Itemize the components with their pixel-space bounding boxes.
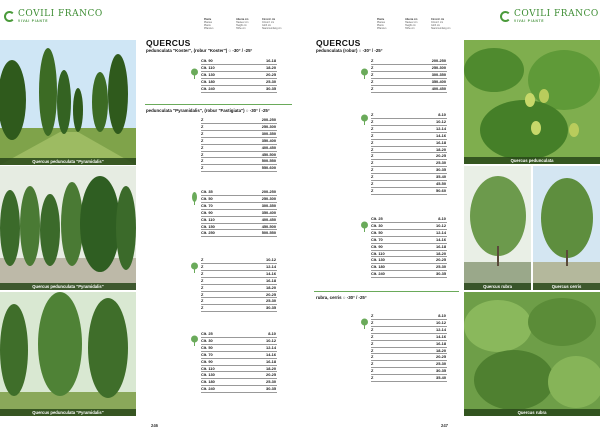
size-value: 200-250	[431, 58, 446, 63]
size-code: Clt. 90	[371, 243, 383, 249]
size-value: 400-450	[261, 216, 276, 222]
size-code: Z	[371, 146, 374, 152]
size-value: 20-25	[266, 372, 276, 378]
size-code: Clt. 130	[201, 71, 215, 77]
header-col-plants: Piante Plantes Plants Pflanzen	[204, 18, 214, 31]
size-value: 30-35	[436, 271, 446, 277]
price-table	[371, 216, 447, 278]
size-code: Z	[371, 361, 374, 367]
tree-form-icon	[190, 66, 199, 77]
table-row	[201, 189, 277, 196]
table-row	[201, 338, 277, 345]
size-code: Z	[371, 85, 374, 91]
size-value: 400-450	[261, 144, 276, 150]
table-row	[201, 345, 277, 352]
size-value: 500-550	[261, 158, 276, 164]
size-code: Z	[201, 277, 204, 283]
size-code: Z	[371, 153, 374, 159]
table-row	[201, 285, 277, 292]
price-table	[371, 58, 447, 93]
size-value: 14-16	[436, 333, 446, 339]
size-code: Z	[371, 174, 374, 180]
tree-form-icon	[360, 112, 369, 123]
size-code: Clt. 70	[371, 236, 383, 242]
size-value: 30-35	[266, 386, 276, 392]
size-value: 350-400	[261, 137, 276, 143]
tree-row-image	[0, 40, 136, 165]
photo-pyramidalis-single	[0, 292, 136, 416]
table-row	[371, 251, 447, 258]
size-code: Clt. 70	[201, 202, 213, 208]
hardiness-icon: ○	[245, 108, 249, 113]
tree-single-image	[0, 292, 136, 416]
size-value: 8-10	[438, 216, 446, 221]
size-code: Z	[371, 112, 374, 117]
table-row	[201, 305, 277, 312]
size-value: 14-16	[436, 132, 446, 138]
size-value: 25-30	[436, 160, 446, 166]
table-row	[201, 79, 277, 86]
table-row	[201, 230, 277, 237]
table-row	[371, 86, 447, 93]
table-row	[201, 271, 277, 278]
size-code: Clt. 240	[201, 386, 215, 392]
size-code: Z	[201, 257, 204, 262]
table-row	[371, 354, 447, 361]
size-value: 12-14	[266, 344, 276, 350]
table-row	[201, 379, 277, 386]
table-row	[371, 126, 447, 133]
table-row	[201, 117, 277, 124]
size-code: Clt. 50	[201, 195, 213, 201]
acorns-image	[464, 40, 600, 164]
table-row	[201, 278, 277, 285]
brand-logo-left	[4, 10, 103, 23]
brand-name: COVILI FRANCO	[514, 9, 599, 19]
size-value: 200-250	[261, 189, 276, 194]
table-row	[371, 72, 447, 79]
table-row	[371, 58, 447, 65]
size-value: 450-500	[261, 223, 276, 229]
size-code: Z	[371, 125, 374, 131]
header-col-height: Altezza cm Hauteur cm Height cm Höhe cm	[236, 18, 249, 31]
table-row	[371, 223, 447, 230]
size-code: Z	[371, 78, 374, 84]
table-row	[371, 257, 447, 264]
size-value: 300-350	[261, 130, 276, 136]
photo-pyramidalis-row	[0, 40, 136, 165]
price-table	[371, 112, 447, 195]
tree-hedge-image	[0, 166, 136, 290]
table-row	[201, 138, 277, 145]
page-number: 246	[151, 423, 158, 428]
size-code: Clt. 30	[201, 337, 213, 343]
size-code: Z	[371, 340, 374, 346]
size-value: 35-40	[436, 375, 446, 381]
size-value: 250-300	[261, 195, 276, 201]
variety-name: pedunculata (robur) ○ -30° / -25°	[316, 48, 383, 53]
size-value: 14-16	[266, 351, 276, 357]
table-row	[371, 334, 447, 341]
table-row	[201, 124, 277, 131]
table-row	[201, 359, 277, 366]
size-value: 30-35	[266, 85, 276, 91]
size-value: 20-25	[436, 153, 446, 159]
table-row	[371, 181, 447, 188]
size-code: Z	[201, 151, 204, 157]
price-table	[201, 331, 277, 393]
genus-title: QUERCUS	[146, 38, 191, 48]
size-code: Z	[371, 326, 374, 332]
size-code: Clt. 240	[201, 85, 215, 91]
size-code: Clt. 110	[371, 250, 385, 256]
size-code: Clt. 110	[201, 365, 215, 371]
size-value: 300-350	[431, 71, 446, 77]
size-code: Clt. 150	[201, 223, 215, 229]
size-value: 18-20	[436, 146, 446, 152]
table-row	[201, 298, 277, 305]
size-value: 18-20	[266, 64, 276, 70]
tree-form-icon	[190, 333, 199, 344]
size-code: Z	[371, 167, 374, 173]
table-row	[371, 79, 447, 86]
size-code: Z	[201, 298, 204, 304]
table-row	[201, 86, 277, 93]
size-code: Clt. 130	[371, 257, 385, 263]
size-value: 25-30	[266, 78, 276, 84]
table-row	[371, 147, 447, 154]
table-row	[201, 196, 277, 203]
table-row	[371, 167, 447, 174]
size-value: 20-25	[436, 354, 446, 360]
size-value: 550-600	[261, 165, 276, 171]
size-code: Clt. 250	[201, 230, 215, 236]
size-code: Clt. 110	[201, 216, 215, 222]
size-code: Clt. 240	[371, 271, 385, 277]
table-row	[371, 112, 447, 119]
size-value: 450-500	[261, 151, 276, 157]
size-value: 12-14	[266, 263, 276, 269]
photo-caption: Quercus pedunculata	[464, 157, 600, 164]
size-value: 500-550	[261, 230, 276, 236]
size-code: Z	[371, 64, 374, 70]
size-code: Z	[371, 375, 374, 381]
size-code: Clt. 110	[201, 64, 215, 70]
table-row	[201, 158, 277, 165]
price-table	[371, 313, 447, 382]
table-row	[371, 313, 447, 320]
table-row	[201, 217, 277, 224]
size-value: 50-60	[436, 187, 446, 193]
section-divider	[145, 104, 292, 105]
size-value: 30-35	[436, 167, 446, 173]
size-value: 400-450	[431, 85, 446, 91]
logo-swirl-icon	[4, 11, 15, 22]
brand-logo-right	[500, 10, 599, 23]
size-value: 10-12	[436, 222, 446, 228]
table-row	[201, 65, 277, 72]
header-col-height: Altezza cm Hauteur cm Height cm Höhe cm	[405, 18, 418, 31]
size-code: Z	[201, 263, 204, 269]
size-value: 12-14	[436, 125, 446, 131]
table-row	[371, 348, 447, 355]
page-number: 247	[441, 423, 448, 428]
genus-title: QUERCUS	[316, 38, 361, 48]
size-value: 20-25	[266, 291, 276, 297]
hardiness-icon: ○	[358, 48, 362, 53]
size-value: 250-300	[261, 123, 276, 129]
photo-pyramidalis-hedge	[0, 166, 136, 290]
size-value: 300-350	[261, 202, 276, 208]
size-code: Z	[201, 270, 204, 276]
size-value: 25-30	[266, 379, 276, 385]
size-code: Z	[371, 187, 374, 193]
table-row	[371, 153, 447, 160]
table-row	[371, 327, 447, 334]
table-row	[371, 230, 447, 237]
size-value: 16-18	[266, 277, 276, 283]
size-code: Z	[201, 158, 204, 164]
variety-name: pedunculata "Pyramidalis", (robur "Fastigiata") ○ -30° / -25°	[146, 108, 270, 113]
size-code: Z	[201, 305, 204, 311]
rubra-tree-image	[464, 166, 531, 290]
size-value: 10-12	[436, 118, 446, 124]
size-value: 18-20	[436, 347, 446, 353]
size-value: 16-18	[436, 243, 446, 249]
size-value: 10-12	[266, 257, 276, 262]
size-value: 8-10	[438, 313, 446, 318]
photo-pedunculata-acorns	[464, 40, 600, 164]
size-code: Clt. 90	[201, 358, 213, 364]
header-col-plants: Piante Plantes Plants Pflanzen	[377, 18, 387, 31]
size-value: 18-20	[436, 250, 446, 256]
size-value: 350-400	[261, 209, 276, 215]
logo-swirl-icon	[500, 11, 511, 22]
size-value: 10-12	[266, 337, 276, 343]
size-code: Z	[201, 137, 204, 143]
table-row	[201, 292, 277, 299]
size-value: 14-16	[436, 236, 446, 242]
price-table	[201, 117, 277, 172]
table-row	[371, 361, 447, 368]
size-value: 25-30	[436, 264, 446, 270]
size-code: Z	[371, 71, 374, 77]
table-row	[371, 133, 447, 140]
size-value: 18-20	[266, 365, 276, 371]
table-row	[371, 188, 447, 195]
size-code: Z	[371, 368, 374, 374]
table-row	[201, 72, 277, 79]
table-row	[371, 375, 447, 382]
size-code: Z	[371, 181, 374, 187]
table-row	[201, 352, 277, 359]
photo-caption: Quercus rubra	[464, 283, 531, 290]
photo-rubra-leaves	[464, 292, 600, 416]
size-code: Z	[371, 132, 374, 138]
size-code: Z	[201, 291, 204, 297]
size-value: 8-10	[438, 112, 446, 117]
table-row	[201, 131, 277, 138]
size-code: Clt. 180	[371, 264, 385, 270]
size-code: Clt. 70	[201, 351, 213, 357]
table-row	[201, 224, 277, 231]
table-row	[371, 65, 447, 72]
size-code: Clt. 90	[201, 58, 213, 63]
size-value: 14-16	[266, 270, 276, 276]
photo-caption: Quercus pedunculata "Pyramidalis"	[0, 283, 136, 290]
photo-caption: Quercus cerris	[533, 283, 600, 290]
size-code: Clt. 25	[371, 216, 383, 221]
tree-form-icon	[190, 260, 199, 271]
size-code: Z	[371, 333, 374, 339]
size-value: 250-300	[431, 64, 446, 70]
columnar-tree-icon	[190, 192, 199, 203]
size-code: Z	[201, 117, 204, 122]
size-value: 18-20	[266, 284, 276, 290]
table-row	[201, 386, 277, 393]
variety-name: rubra, cerris ○ -30° / -25°	[316, 295, 367, 300]
variety-name: pedunculata "Koster", (robur "Koster") ○ -30° / -25°	[146, 48, 253, 53]
size-code: Z	[371, 58, 374, 63]
table-row	[371, 320, 447, 327]
photo-caption: Quercus rubra	[464, 409, 600, 416]
size-code: Clt. 35	[201, 189, 213, 194]
table-row	[371, 368, 447, 375]
price-table	[201, 58, 277, 93]
size-value: 30-35	[436, 368, 446, 374]
header-col-girth: Circonf. cm Circonf. cm Girth cm Stammumfang cm	[431, 18, 451, 31]
size-value: 12-14	[436, 229, 446, 235]
table-row	[371, 160, 447, 167]
table-row	[201, 152, 277, 159]
table-row	[371, 174, 447, 181]
size-value: 20-25	[266, 71, 276, 77]
size-value: 16-18	[266, 358, 276, 364]
size-code: Z	[371, 319, 374, 325]
table-row	[371, 140, 447, 147]
size-code: Clt. 130	[201, 372, 215, 378]
photo-cerris	[533, 166, 600, 290]
tree-form-icon	[360, 219, 369, 230]
size-value: 35-40	[436, 174, 446, 180]
size-value: 16-18	[436, 139, 446, 145]
size-code: Clt. 180	[201, 78, 215, 84]
rubra-leaves-image	[464, 292, 600, 416]
size-code: Clt. 90	[201, 209, 213, 215]
size-value: 25-30	[266, 298, 276, 304]
size-code: Z	[201, 144, 204, 150]
cerris-tree-image	[533, 166, 600, 290]
size-code: Z	[201, 165, 204, 171]
size-code: Clt. 180	[201, 379, 215, 385]
size-code: Clt. 50	[371, 229, 383, 235]
size-value: 16-18	[266, 58, 276, 63]
size-code: Z	[201, 284, 204, 290]
table-row	[371, 271, 447, 278]
table-row	[201, 165, 277, 172]
photo-caption: Quercus pedunculata "Pyramidalis"	[0, 409, 136, 416]
section-divider	[314, 291, 459, 292]
table-row	[371, 244, 447, 251]
table-row	[201, 145, 277, 152]
size-value: 12-14	[436, 326, 446, 332]
table-row	[201, 331, 277, 338]
price-table	[201, 189, 277, 237]
table-row	[371, 264, 447, 271]
size-code: Z	[201, 123, 204, 129]
size-code: Clt. 30	[371, 222, 383, 228]
table-row	[201, 210, 277, 217]
table-row	[201, 366, 277, 373]
brand-name: COVILI FRANCO	[18, 9, 103, 19]
table-row	[201, 58, 277, 65]
table-row	[371, 341, 447, 348]
photo-rubra-young	[464, 166, 531, 290]
size-code: Clt. 25	[201, 331, 213, 336]
table-row	[201, 203, 277, 210]
table-row	[201, 372, 277, 379]
brand-sub: VIVAI PIANTE	[514, 19, 545, 23]
size-code: Z	[201, 130, 204, 136]
size-value: 20-25	[436, 257, 446, 263]
size-value: 45-50	[436, 181, 446, 187]
size-value: 30-35	[266, 305, 276, 311]
size-value: 200-250	[261, 117, 276, 122]
table-row	[371, 237, 447, 244]
size-code: Z	[371, 347, 374, 353]
price-table	[201, 257, 277, 312]
hardiness-icon: ○	[342, 295, 346, 300]
table-row	[201, 257, 277, 264]
tree-form-icon	[360, 66, 369, 77]
size-value: 16-18	[436, 340, 446, 346]
brand-sub: VIVAI PIANTE	[18, 19, 49, 23]
size-value: 350-400	[431, 78, 446, 84]
table-row	[371, 119, 447, 126]
photo-caption: Quercus pedunculata "Pyramidalis"	[0, 158, 136, 165]
size-value: 25-30	[436, 361, 446, 367]
table-row	[371, 216, 447, 223]
table-row	[201, 264, 277, 271]
size-code: Clt. 50	[201, 344, 213, 350]
size-code: Z	[371, 118, 374, 124]
size-code: Z	[371, 354, 374, 360]
size-code: Z	[371, 313, 374, 318]
header-col-girth: Circonf. cm Circonf. cm Girth cm Stammumfang cm	[262, 18, 282, 31]
tree-form-icon	[360, 316, 369, 327]
size-code: Z	[371, 160, 374, 166]
size-value: 8-10	[268, 331, 276, 336]
size-code: Z	[371, 139, 374, 145]
size-value: 10-12	[436, 319, 446, 325]
hardiness-icon: ○	[228, 48, 232, 53]
